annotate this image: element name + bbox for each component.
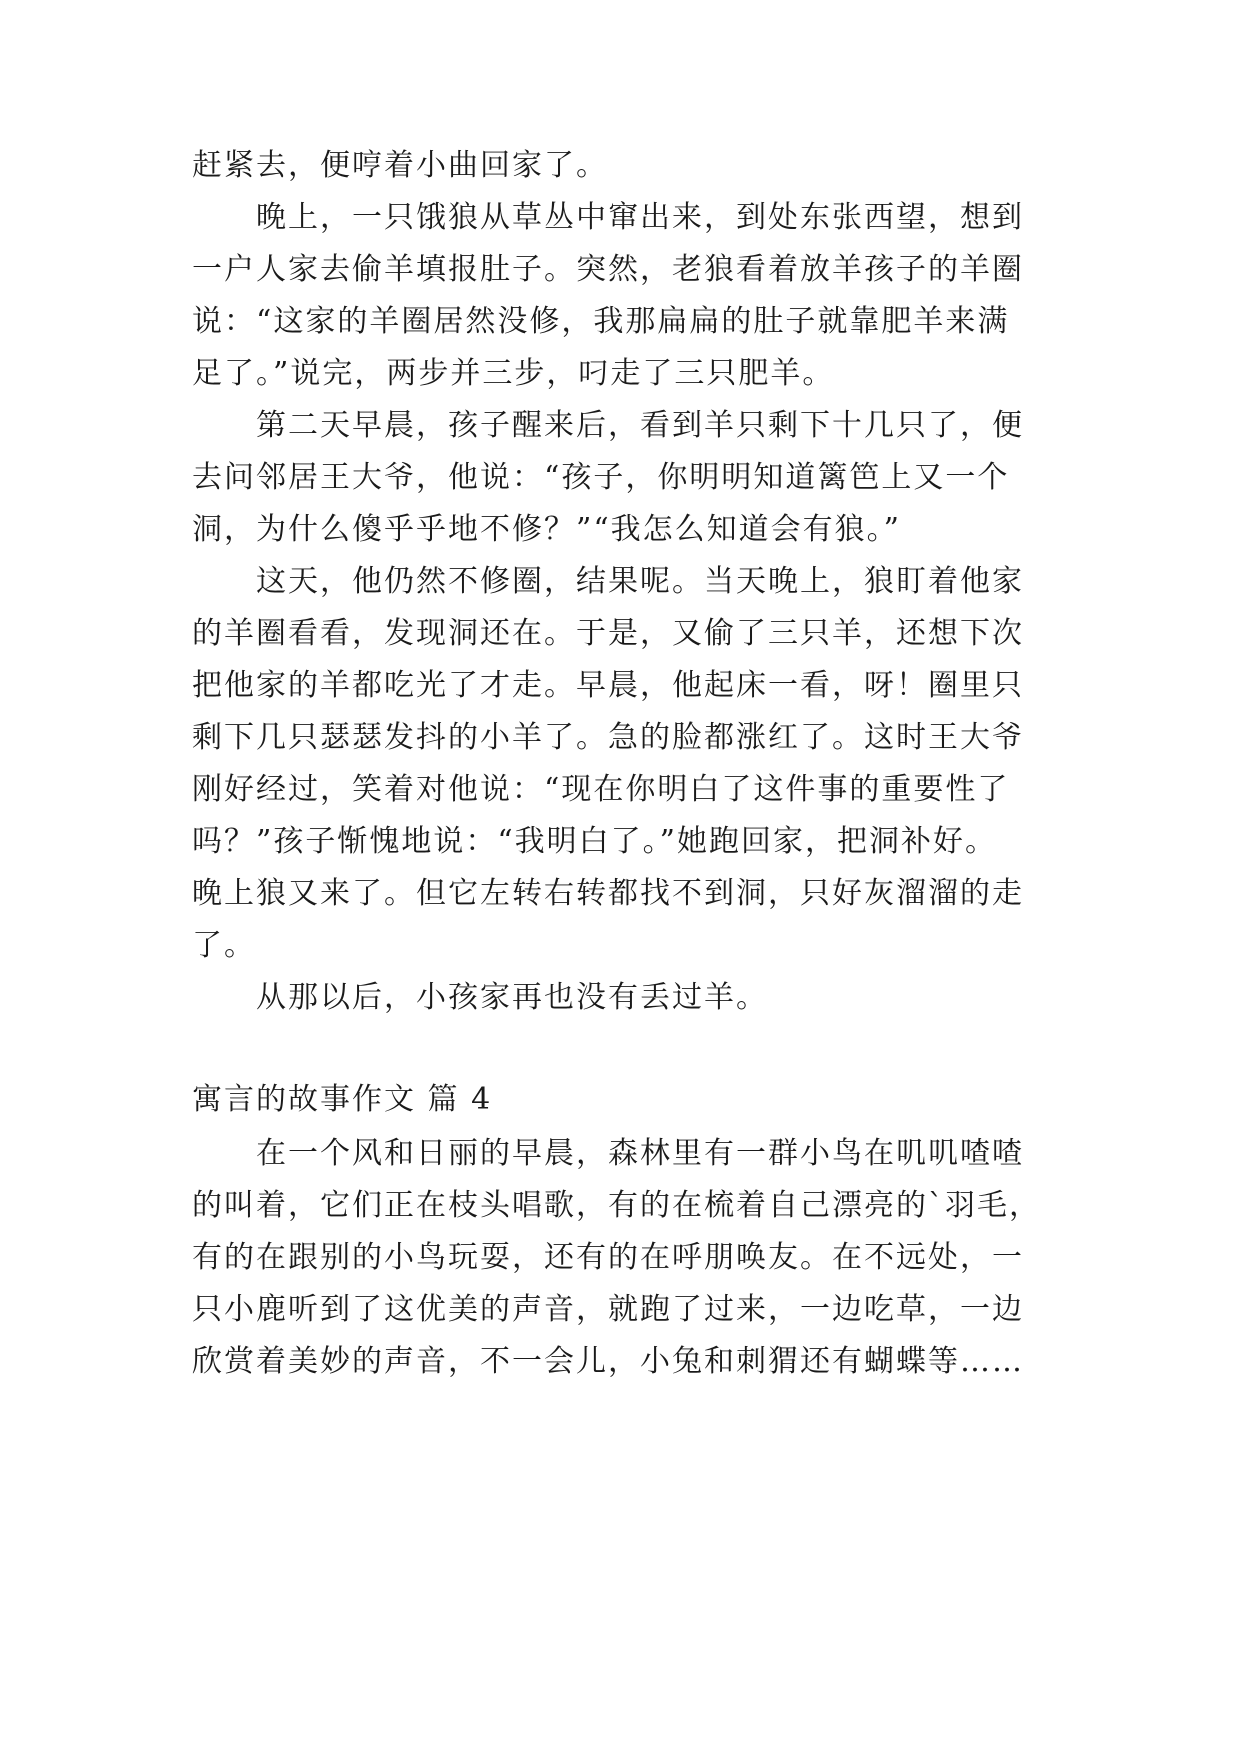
- text-line: 了。: [192, 928, 256, 963]
- text-line: 的羊圈看看，发现洞还在。于是，又偷了三只羊，还想下次: [192, 616, 1024, 651]
- text-line: 足了。”说完，两步并三步，叼走了三只肥羊。: [192, 356, 835, 391]
- text-line: 说：“这家的羊圈居然没修，我那扁扁的肚子就靠肥羊来满: [192, 304, 1010, 339]
- text-line: 一户人家去偷羊填报肚子。突然，老狼看着放羊孩子的羊圈: [192, 252, 1024, 287]
- paragraph-start-line: 晚上，一只饿狼从草丛中窜出来，到处东张西望，想到: [256, 200, 1024, 235]
- paragraph-start-line: 从那以后，小孩家再也没有丢过羊。: [256, 980, 768, 1015]
- section-heading: 寓言的故事作文 篇 4: [192, 1082, 493, 1117]
- text-line: 吗？”孩子惭愧地说：“我明白了。”她跑回家，把洞补好。: [192, 824, 998, 859]
- text-line: 欣赏着美妙的声音，不一会儿，小兔和刺猬还有蝴蝶等……: [192, 1344, 1024, 1379]
- text-line: 刚好经过，笑着对他说：“现在你明白了这件事的重要性了: [192, 772, 1010, 807]
- text-line: 晚上狼又来了。但它左转右转都找不到洞，只好灰溜溜的走: [192, 876, 1024, 911]
- text-line: 剩下几只瑟瑟发抖的小羊了。急的脸都涨红了。这时王大爷: [192, 720, 1024, 755]
- paragraph-start-line: 第二天早晨，孩子醒来后，看到羊只剩下十几只了，便: [256, 408, 1024, 443]
- text-line: 赶紧去，便哼着小曲回家了。: [192, 148, 608, 183]
- paragraph-start-line: 这天，他仍然不修圈，结果呢。当天晚上，狼盯着他家: [256, 564, 1024, 599]
- text-line: 洞，为什么傻乎乎地不修？”“我怎么知道会有狼。”: [192, 512, 902, 547]
- text-line: 有的在跟别的小鸟玩耍，还有的在呼朋唤友。在不远处，一: [192, 1240, 1024, 1275]
- text-line: 去问邻居王大爷，他说：“孩子，你明明知道篱笆上又一个: [192, 460, 1010, 495]
- text-line: 只小鹿听到了这优美的声音，就跑了过来，一边吃草，一边: [192, 1292, 1024, 1327]
- paragraph-start-line: 在一个风和日丽的早晨，森林里有一群小鸟在叽叽喳喳: [256, 1136, 1024, 1171]
- text-line: 把他家的羊都吃光了才走。早晨，他起床一看，呀！圈里只: [192, 668, 1024, 703]
- text-line: 的叫着，它们正在枝头唱歌，有的在梳着自己漂亮的`羽毛，: [192, 1188, 1041, 1223]
